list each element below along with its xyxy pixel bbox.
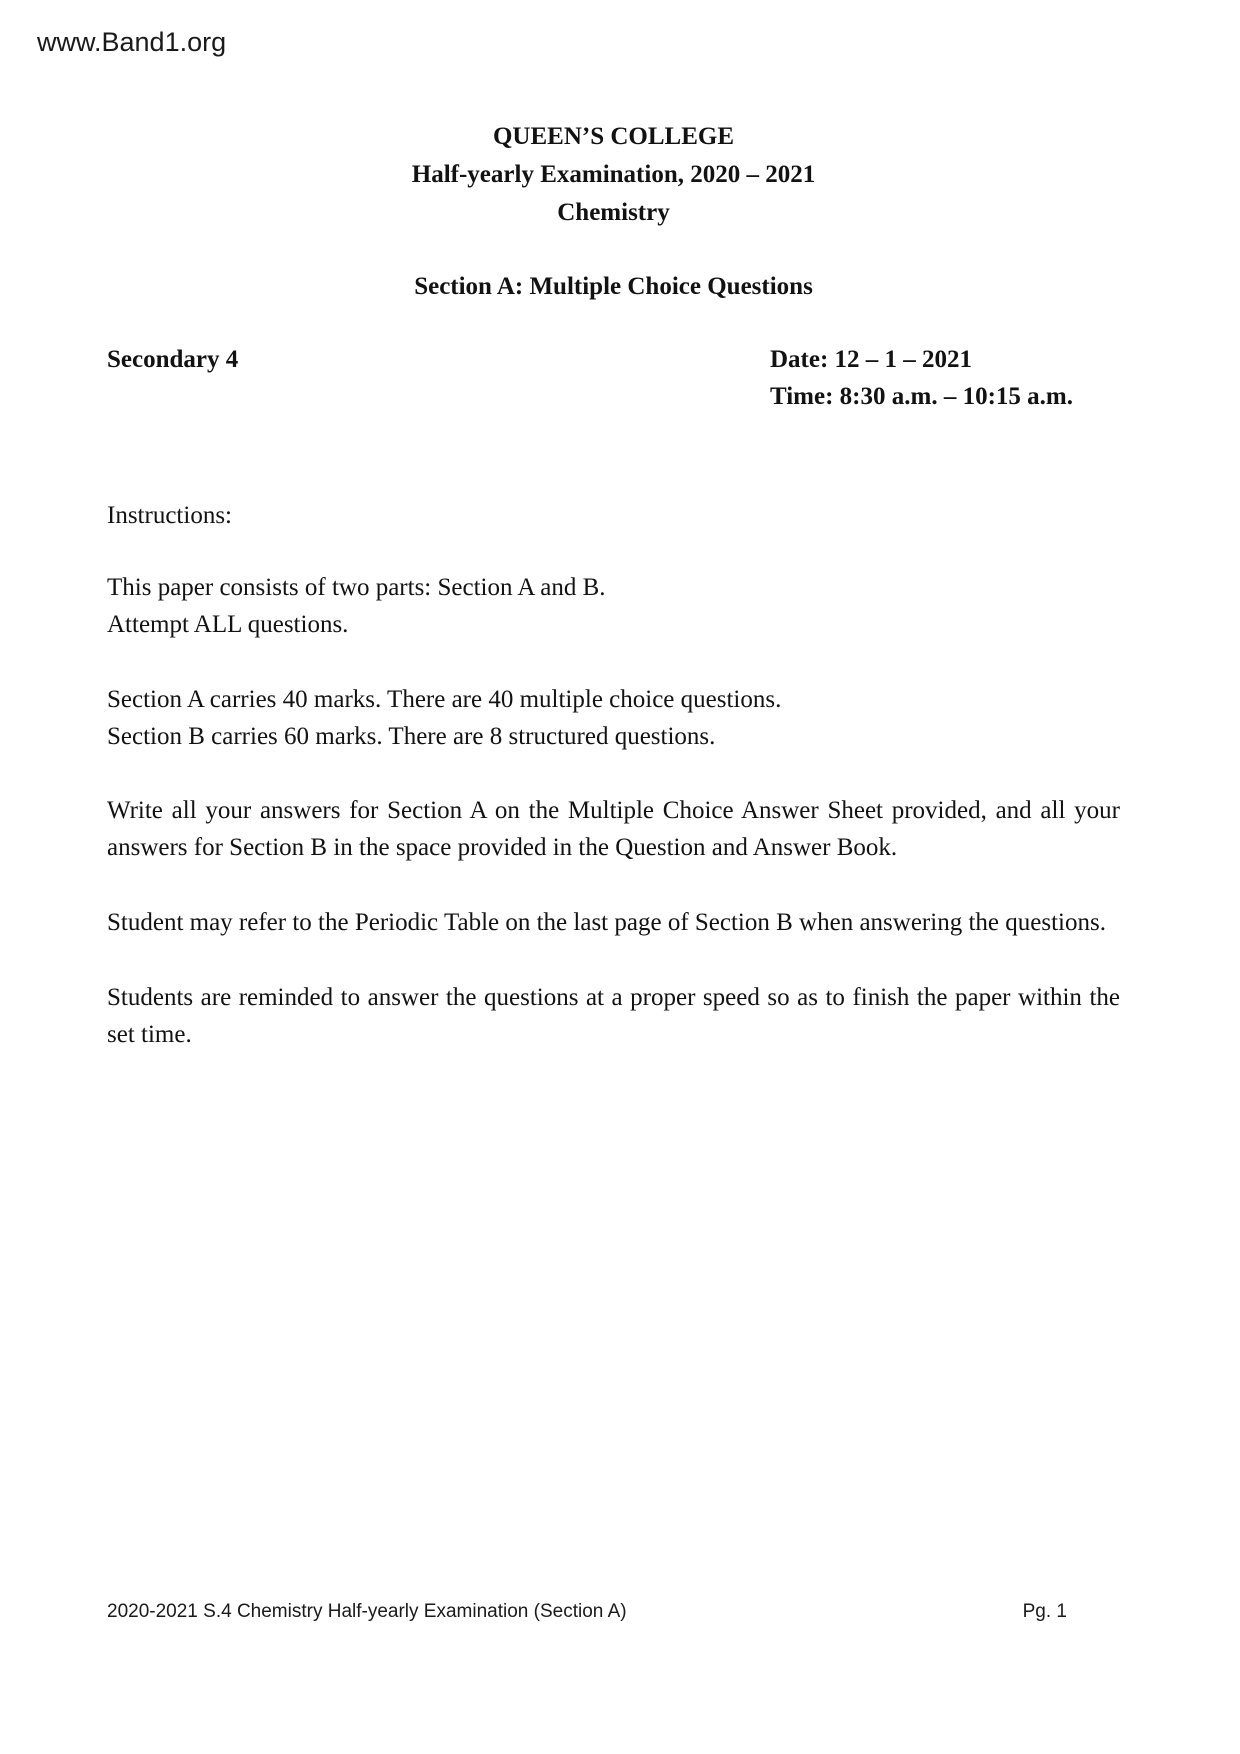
footer-page-number: Pg. 1 xyxy=(1022,1601,1067,1622)
instruction-line: answers for Section B in the space provided in the Question and Answer Book. xyxy=(107,834,898,861)
school-name: QUEEN’S COLLEGE xyxy=(492,123,735,150)
instruction-paragraph xyxy=(107,681,1120,755)
instruction-paragraph xyxy=(107,979,1120,1053)
subject-name: Chemistry xyxy=(557,199,670,226)
exam-name: Half-yearly Examination, 2020 – 2021 xyxy=(411,161,816,188)
instruction-line: Write all your answers for Section A on the Multiple Choice Answer Sheet provided, and all your xyxy=(107,797,1120,824)
class-level: Secondary 4 xyxy=(107,346,239,373)
instruction-line: This paper consists of two parts: Section A and B. xyxy=(107,574,606,601)
title-block xyxy=(107,118,1120,232)
footer-document-title: 2020-2021 S.4 Chemistry Half-yearly Examination (Section A) xyxy=(107,1601,627,1622)
instruction-line: Section A carries 40 marks. There are 40 multiple choice questions. xyxy=(107,686,782,713)
instruction-paragraph xyxy=(107,569,1120,643)
instruction-line: Section B carries 60 marks. There are 8 structured questions. xyxy=(107,723,716,750)
instruction-line: Attempt ALL questions. xyxy=(107,611,349,638)
exam-date: Date: 12 – 1 – 2021 xyxy=(770,346,973,373)
page-footer xyxy=(107,1598,1067,1626)
section-heading: Section A: Multiple Choice Questions xyxy=(414,273,813,300)
instruction-paragraph xyxy=(107,904,1120,941)
instruction-line: Student may refer to the Periodic Table on the last page of Section B when answering the questions. xyxy=(107,909,1106,936)
instructions-label: Instructions: xyxy=(107,502,232,529)
site-url-watermark: www.Band1.org xyxy=(37,27,227,57)
instruction-line: set time. xyxy=(107,1021,192,1048)
instruction-paragraph xyxy=(107,792,1120,866)
exam-time: Time: 8:30 a.m. – 10:15 a.m. xyxy=(770,383,1073,410)
datetime-block xyxy=(770,341,1073,415)
instruction-line: Students are reminded to answer the questions at a proper speed so as to finish the paper within the xyxy=(107,984,1120,1011)
